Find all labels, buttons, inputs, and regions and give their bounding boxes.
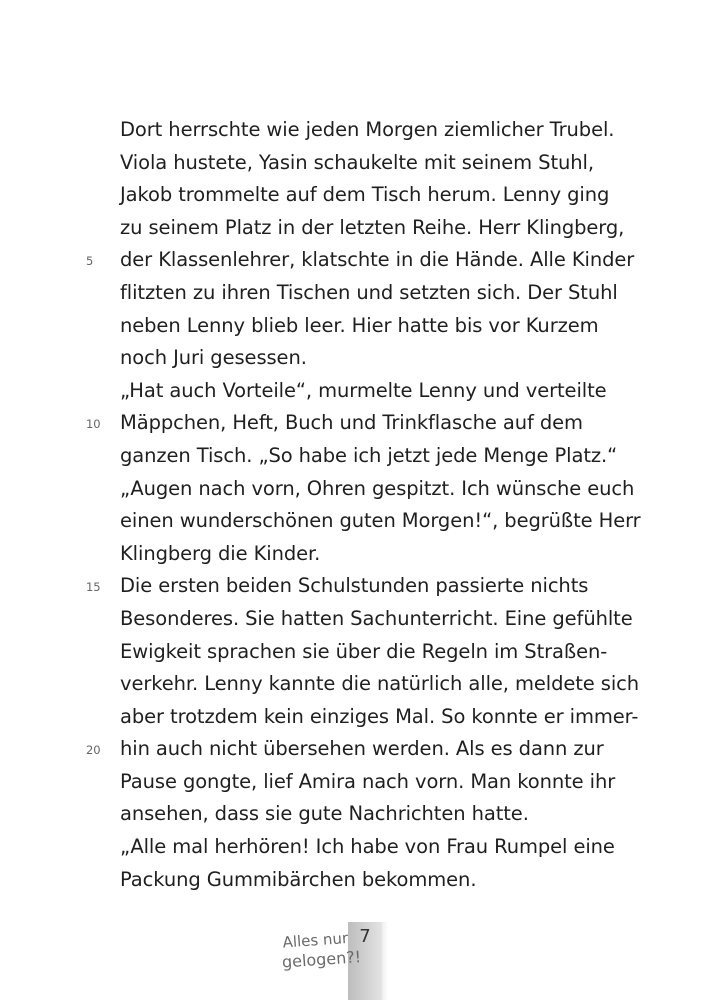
text-line [86,570,620,603]
text-line [120,701,639,734]
text-line [86,244,635,277]
line-number: 15 [86,580,101,595]
line-text: Besonderes. Sie hatten Sachunterricht. Eine gefühlte [120,606,633,630]
text-line [120,440,620,473]
line-text: verkehr. Lenny kannte die natürlich alle, meldete sich [120,672,640,696]
line-text: ganzen Tisch. „So habe ich jetzt jede Menge Platz.“ [120,443,618,467]
line-text: Packung Gummibärchen bekommen. [120,867,477,891]
text-line [120,342,620,375]
line-text: Viola hustete, Yasin schaukelte mit seinem Stuhl, [120,150,594,174]
series-title-line2: gelogen?! [281,947,362,972]
text-line [120,668,640,701]
text-line [120,179,620,212]
line-text: Mäppchen, Heft, Buch und Trinkflasche auf dem [120,411,583,435]
text-line [120,147,620,180]
line-text: aber trotzdem kein einziges Mal. So konnte er immer- [120,704,639,728]
line-text: hin auch nicht übersehen werden. Als es dann zur [120,737,604,761]
text-line [120,538,620,571]
line-text: einen wunderschönen guten Morgen!“, begrüßte Herr [120,509,641,533]
text-line [120,375,620,408]
line-text: neben Lenny blieb leer. Hier hatte bis vor Kurzem [120,313,599,337]
line-text: „Augen nach vorn, Ohren gespitzt. Ich wünsche euch [120,476,635,500]
line-text: Die ersten beiden Schulstunden passierte nichts [120,574,589,598]
line-text: „Alle mal herhören! Ich habe von Frau Rumpel eine [120,835,615,859]
text-line [86,733,620,766]
line-text: ansehen, dass sie gute Nachrichten hatte. [120,802,529,826]
text-line [120,277,620,310]
text-line [120,212,625,245]
page-number: 7 [359,926,371,947]
line-text: Klingberg die Kinder. [120,541,321,565]
line-text: Pause gongte, lief Amira nach vorn. Man konnte ihr [120,769,616,793]
text-line [120,114,620,147]
text-line [120,766,620,799]
line-text: Jakob trommelte auf dem Tisch herum. Lenny ging [120,183,610,207]
line-text: „Hat auch Vorteile“, murmelte Lenny und verteilte [120,378,607,402]
text-line [120,603,633,636]
text-line [120,864,620,897]
text-line [120,798,620,831]
series-title [276,926,388,972]
text-line [120,831,620,864]
text-line [120,310,620,343]
line-text: der Klassenlehrer, klatschte in die Hände. Alle Kinder [120,248,635,272]
line-text: flitzten zu ihren Tischen und setzten sich. Der Stuhl [120,280,618,304]
text-line [120,636,620,669]
line-number: 20 [86,743,101,758]
series-title-line1: Alles nur [281,929,349,952]
text-line [120,505,641,538]
line-text: Dort herrschte wie jeden Morgen ziemlicher Trubel. [120,118,615,141]
text-line [86,407,620,440]
line-text: zu seinem Platz in der letzten Reihe. Herr Klingberg, [120,215,625,239]
line-text: Ewigkeit sprachen sie über die Regeln im Straßen- [120,639,608,663]
line-number: 10 [86,417,101,432]
text-line [120,473,635,506]
body-text [86,114,641,896]
line-number: 5 [86,254,94,269]
line-text: noch Juri gesessen. [120,346,307,370]
